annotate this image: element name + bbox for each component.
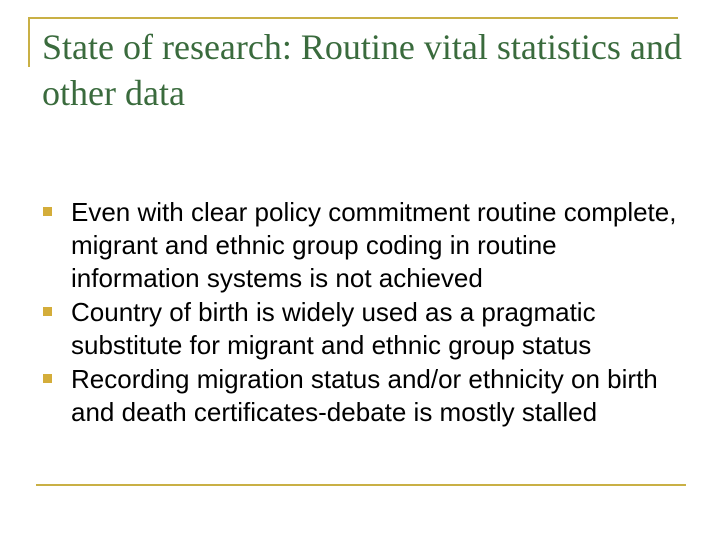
bullet-item bbox=[42, 363, 692, 429]
bullet-text: Country of birth is widely used as a pragmatic substitute for migrant and ethnic group status bbox=[71, 297, 596, 360]
bullet-text: Recording migration status and/or ethnicity on birth and death certificates-debate is mostly stalled bbox=[71, 364, 658, 427]
square-bullet-icon bbox=[43, 374, 52, 383]
bottom-divider-line bbox=[36, 484, 686, 486]
bullet-list bbox=[42, 196, 692, 430]
square-bullet-icon bbox=[43, 307, 52, 316]
top-divider-line bbox=[28, 17, 678, 19]
title-accent-line bbox=[28, 17, 30, 67]
bullet-text: Even with clear policy commitment routine complete, migrant and ethnic group coding in routine information systems is not achieved bbox=[71, 197, 677, 293]
bullet-item bbox=[42, 296, 692, 362]
slide-title: State of research: Routine vital statistics and other data bbox=[42, 27, 682, 113]
square-bullet-icon bbox=[43, 207, 52, 216]
bullet-item bbox=[42, 196, 692, 295]
